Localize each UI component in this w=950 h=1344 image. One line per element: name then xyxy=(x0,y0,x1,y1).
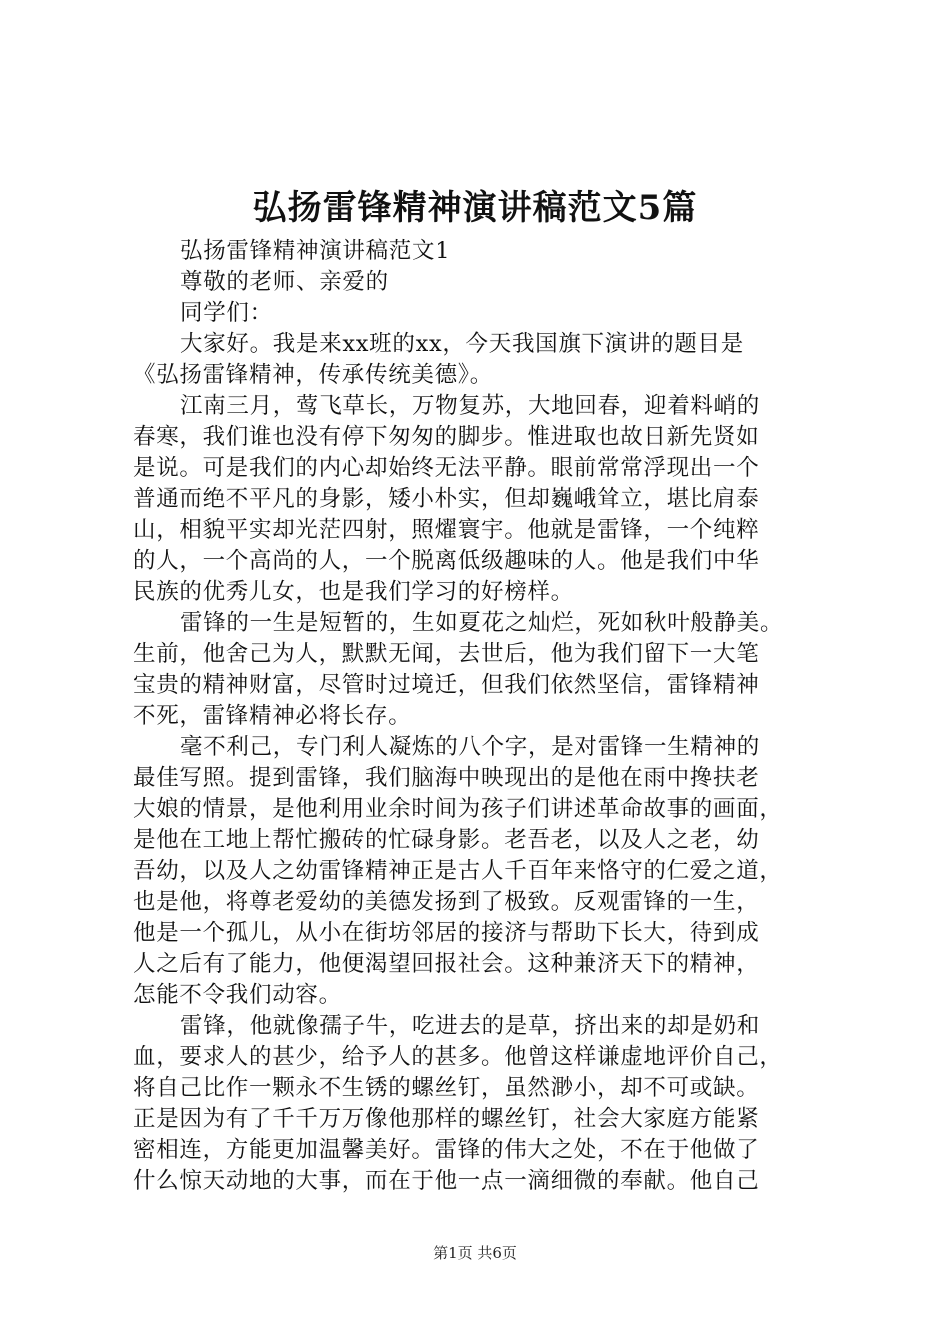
text-line: 将自己比作一颗永不生锈的螺丝钉，虽然渺小，却不可或缺。 xyxy=(133,1075,760,1101)
text-line: 宝贵的精神财富，尽管时过境迁，但我们依然坚信，雷锋精神 xyxy=(133,672,760,698)
text-line: 怎能不令我们动容。 xyxy=(133,982,342,1008)
text-line: 血，要求人的甚少，给予人的甚多。他曾这样谦虚地评价自己， xyxy=(133,1044,783,1070)
text-line: 雷锋，他就像孺子牛，吃进去的是草，挤出来的却是奶和 xyxy=(180,1013,761,1039)
text-line: 正是因为有了千千万万像他那样的螺丝钉，社会大家庭方能紧 xyxy=(133,1106,760,1132)
document-title: 弘扬雷锋精神演讲稿范文5篇 xyxy=(252,188,698,228)
text-line: 吾幼，以及人之幼雷锋精神正是古人千百年来恪守的仁爱之道， xyxy=(133,858,783,884)
document-body xyxy=(133,236,831,1197)
text-line: 毫不利己，专门利人凝炼的八个字，是对雷锋一生精神的 xyxy=(180,734,761,760)
text-line: 雷锋的一生是短暂的，生如夏花之灿烂，死如秋叶般静美。 xyxy=(180,610,784,636)
text-line: 密相连，方能更加温馨美好。雷锋的伟大之处，不在于他做了 xyxy=(133,1137,760,1163)
text-line: 尊敬的老师、亲爱的 xyxy=(180,269,389,295)
text-line: 大家好。我是来xx班的xx，今天我国旗下演讲的题目是 xyxy=(180,331,744,357)
text-line: 是他在工地上帮忙搬砖的忙碌身影。老吾老，以及人之老，幼 xyxy=(133,827,760,853)
text-line: 人之后有了能力，他便渴望回报社会。这种兼济天下的精神， xyxy=(133,951,760,977)
text-line: 江南三月，莺飞草长，万物复苏，大地回春，迎着料峭的 xyxy=(180,393,761,419)
text-line: 大娘的情景，是他利用业余时间为孩子们讲述革命故事的画面， xyxy=(133,796,783,822)
text-line: 生前，他舍己为人，默默无闻，去世后，他为我们留下一大笔 xyxy=(133,641,760,667)
text-line: 普通而绝不平凡的身影，矮小朴实，但却巍峨耸立，堪比肩泰 xyxy=(133,486,760,512)
page-footer: 第1页 共6页 xyxy=(433,1244,517,1262)
text-line: 他是一个孤儿，从小在街坊邻居的接济与帮助下长大，待到成 xyxy=(133,920,760,946)
text-line: 山，相貌平实却光茫四射，照燿寰宇。他就是雷锋，一个纯粹 xyxy=(133,517,760,543)
text-line: 是说。可是我们的内心却始终无法平静。眼前常常浮现出一个 xyxy=(133,455,760,481)
text-line: 的人，一个高尚的人，一个脱离低级趣味的人。他是我们中华 xyxy=(133,548,760,574)
text-line: 什么惊天动地的大事，而在于他一点一滴细微的奉献。他自己 xyxy=(133,1168,760,1194)
text-line: 民族的优秀儿女，也是我们学习的好榜样。 xyxy=(133,579,574,605)
text-line: 《弘扬雷锋精神，传承传统美德》。 xyxy=(133,362,493,388)
text-line: 不死，雷锋精神必将长存。 xyxy=(133,703,412,729)
text-line: 也是他，将尊老爱幼的美德发扬到了极致。反观雷锋的一生， xyxy=(133,889,760,915)
text-line: 春寒，我们谁也没有停下匆匆的脚步。惟进取也故日新先贤如 xyxy=(133,424,760,450)
text-line: 弘扬雷锋精神演讲稿范文1 xyxy=(180,238,451,264)
text-line: 同学们： xyxy=(180,300,273,326)
text-line: 最佳写照。提到雷锋，我们脑海中映现出的是他在雨中搀扶老 xyxy=(133,765,760,791)
